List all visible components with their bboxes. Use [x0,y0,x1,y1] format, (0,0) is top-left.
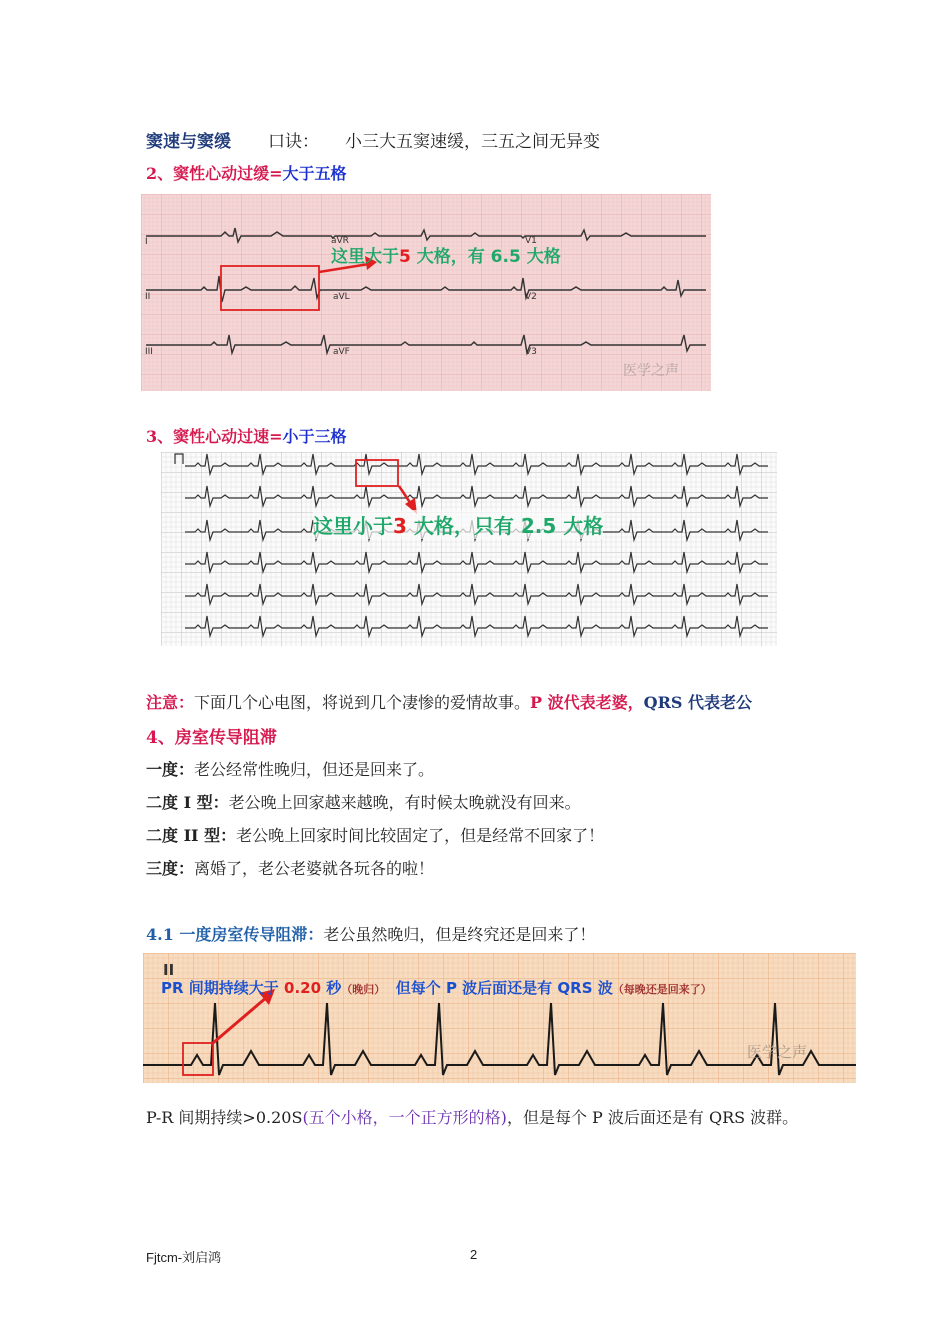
lead-label-avr: aVR [331,236,349,246]
section41-summary: P-R 间期持续>0.20S(五个小格，一个正方形的格)，但是每个 P 波后面还是有 QRS 波群。 [146,1108,799,1127]
note-text: 下面几个心电图，将说到几个凄惨的爱情故事。 [194,693,531,712]
watermark: 医学之声 [747,1043,808,1061]
lead-label-avl: aVL [333,292,350,302]
section41-heading [146,922,595,945]
ecg-tachycardia-image [161,452,777,646]
lead-label-v2: V2 [525,292,537,302]
ecg-bradycardia-image [141,194,711,391]
lead-label-avf: aVF [333,347,350,357]
section4-title: 4、房室传导阻滞 [146,728,277,748]
watermark: 医学之声 [623,363,679,379]
list-item: 一度：老公经常性晚归，但还是回来了。 [146,760,435,779]
section41-text: 老公虽然晚归，但是终究还是回来了！ [323,925,596,944]
ecg-tachycardia-annotation: 这里小于3 大格，只有 2.5 大格 [313,510,603,539]
ecg-first-degree-image [143,953,856,1083]
page-number: 2 [470,1247,478,1262]
mnemonic-label: 口诀： [268,132,319,152]
list-item: 二度 I 型：老公晚上回家越来越晚，有时候太晚就没有回来。 [146,793,581,812]
lead-label-v1: V1 [525,236,537,246]
section2-title-blue: 大于五格 [282,164,347,183]
ecg-first-degree-caption: PR 间期持续大于 0.20 秒（晚归） 但每个 P 波后面还是有 QRS 波（每晚还是回来了） [161,979,712,997]
ecg-first-degree-svg [143,953,856,1083]
heading-title: 窦速与窦缓 [146,132,231,152]
lead-label-v3: V3 [525,347,537,357]
row-label-ii: II [145,292,151,302]
note-label: 注意： [146,693,195,712]
note-qrs: QRS 代表老公 [643,693,753,712]
ecg-bradycardia-annotation: 这里大于5 大格，有 6.5 大格 [331,247,561,267]
footer-author: Fjtcm-刘启鸿 [146,1250,222,1265]
list-item: 三度：离婚了，老公老婆就各玩各的啦！ [146,859,435,878]
note-p-wave: P 波代表老婆， [530,693,644,712]
section2-title-red: 2、窦性心动过缓= [146,164,283,183]
list-item: 二度 II 型：老公晚上回家时间比较固定了，但是经常不回家了！ [146,826,605,845]
section41-title: 4.1 一度房室传导阻滞： [146,925,324,944]
row-label-i: I [145,237,148,247]
row-label-iii: III [145,347,153,357]
section3-title-red: 3、窦性心动过速= [146,427,283,446]
section2-title [146,161,347,184]
mnemonic-text: 小三大五窦速缓，三五之间无异变 [345,132,600,152]
ecg-tachycardia-svg [161,452,777,646]
ecg-lead-label: II [163,961,175,979]
section3-title-blue: 小于三格 [282,427,347,446]
section3-title [146,424,347,447]
note-line [146,690,752,713]
